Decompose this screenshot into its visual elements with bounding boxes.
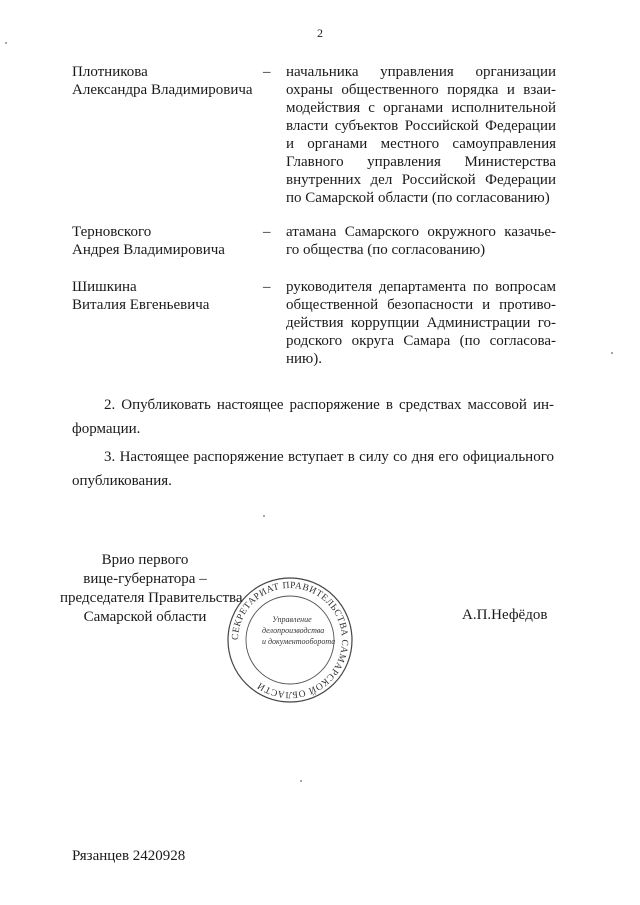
position-line: родского округа Самара (по согласова- bbox=[286, 333, 556, 349]
member-name bbox=[72, 223, 262, 259]
paragraph-line: 3. Настоящее распоряжение вступает в силу со дня его официального bbox=[104, 449, 554, 465]
position-line: охраны общественного порядка и взаи- bbox=[286, 82, 556, 98]
svg-text:СЕКРЕТАРИАТ ПРАВИТЕЛЬСТВА САМА: СЕКРЕТАРИАТ ПРАВИТЕЛЬСТВА САМАРСКОЙ ОБЛАСТИ bbox=[230, 580, 350, 700]
signatory-title-line: Врио первого bbox=[101, 552, 189, 568]
member-position bbox=[286, 63, 556, 207]
dash: – bbox=[263, 64, 271, 80]
position-line: Главного управления Министерства bbox=[286, 154, 556, 170]
page-number: 2 bbox=[317, 26, 323, 40]
dash: – bbox=[263, 224, 271, 240]
member-given-names: Андрея Владимировича bbox=[72, 242, 225, 258]
stamp-center-text: Управление делопроизводства и документооборота bbox=[262, 615, 336, 646]
position-line: начальника управления организации bbox=[286, 64, 556, 80]
member-name bbox=[72, 278, 262, 314]
scan-speck bbox=[5, 42, 7, 44]
paragraph-line: опубликования. bbox=[72, 473, 172, 489]
executor-footer: Рязанцев 2420928 bbox=[72, 848, 186, 864]
scan-speck bbox=[611, 352, 613, 354]
signatory-title-line: вице-губернатора – bbox=[83, 571, 207, 587]
signatory-title-line: председателя Правительства bbox=[60, 590, 243, 606]
scan-speck bbox=[300, 780, 302, 782]
member-position bbox=[286, 278, 556, 368]
position-line: модействия с органами исполнительной bbox=[286, 100, 556, 116]
scan-speck bbox=[263, 515, 265, 517]
dash: – bbox=[263, 279, 271, 295]
position-line: и органами местного самоуправления bbox=[286, 136, 556, 152]
member-name bbox=[72, 63, 262, 99]
position-line: внутренних дел Российской Федерации bbox=[286, 172, 556, 188]
position-line: руководителя департамента по вопросам bbox=[286, 279, 556, 295]
paragraph-line: 2. Опубликовать настоящее распоряжение в средствах массовой ин- bbox=[104, 397, 554, 413]
member-surname: Шишкина bbox=[72, 279, 137, 295]
position-line: действия коррупции Администрации го- bbox=[286, 315, 556, 331]
signatory-title-line: Самарской области bbox=[83, 609, 207, 625]
signer-name: А.П.Нефёдов bbox=[462, 607, 548, 623]
position-line: власти субъектов Российской Федерации bbox=[286, 118, 556, 134]
position-line: по Самарской области (по согласованию) bbox=[286, 190, 550, 206]
position-line: общественной безопасности и противо- bbox=[286, 297, 556, 313]
paragraph-effective-date bbox=[72, 445, 554, 493]
position-line: атамана Самарского окружного казачье- bbox=[286, 224, 556, 240]
position-line: нию). bbox=[286, 351, 323, 367]
member-surname: Терновского bbox=[72, 224, 152, 240]
member-surname: Плотникова bbox=[72, 64, 148, 80]
paragraph-line: формации. bbox=[72, 421, 141, 437]
member-given-names: Александра Владимировича bbox=[72, 82, 253, 98]
member-position bbox=[286, 223, 556, 259]
signatory-title bbox=[60, 551, 243, 627]
paragraph-publication bbox=[72, 393, 554, 441]
member-given-names: Виталия Евгеньевича bbox=[72, 297, 210, 313]
position-line: го общества (по согласованию) bbox=[286, 242, 486, 258]
